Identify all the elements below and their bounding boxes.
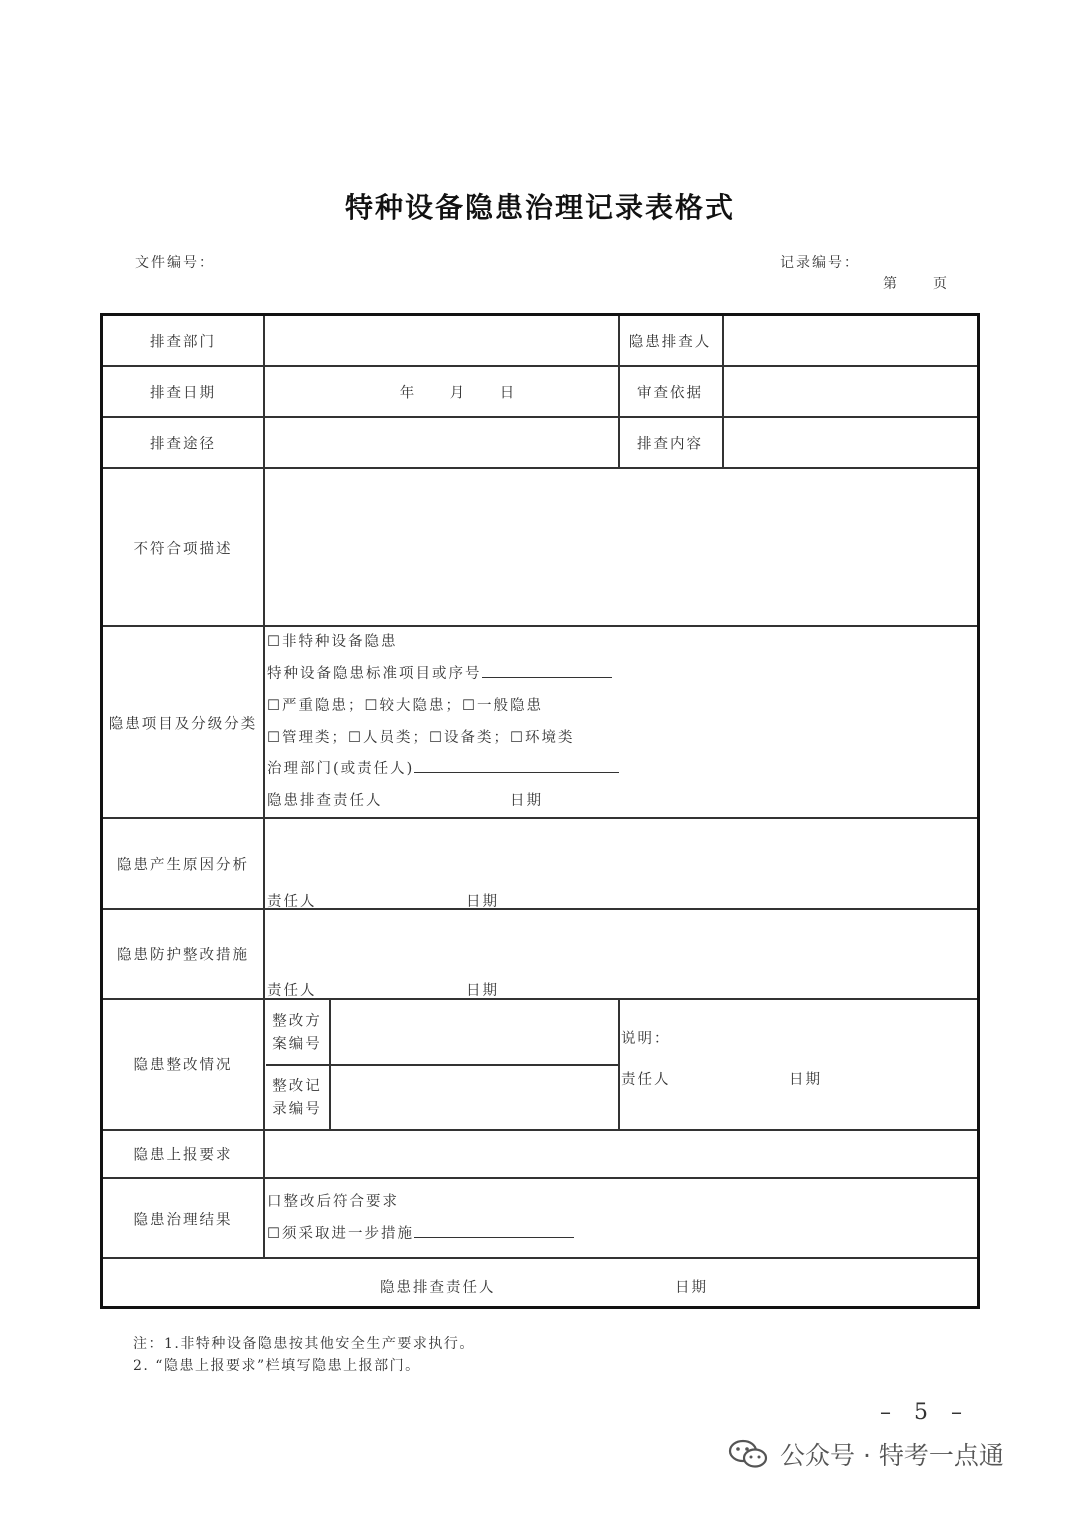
governance-result-label: 隐患治理结果 <box>133 1212 233 1229</box>
inspector-label: 隐患排查人 <box>628 334 712 351</box>
day-label: 日 <box>499 385 517 402</box>
final-date-label: 日期 <box>675 1280 708 1296</box>
severity-options: ☐严重隐患；☐较大隐患；☐一般隐患 <box>267 698 543 714</box>
record-number-label: 记录编号： <box>780 255 860 271</box>
meets-requirement-option: 口整改后符合要求 <box>267 1194 399 1210</box>
governance-dept-field: 治理部门(或责任人) <box>267 757 619 778</box>
note-1: 注：1.非特种设备隐患按其他安全生产要求执行。 <box>133 1336 475 1352</box>
dept-label: 排查部门 <box>150 334 216 351</box>
protection-measures-label: 隐患防护整改措施 <box>117 947 249 964</box>
hazard-class-label: 隐患项目及分级分类 <box>108 716 258 733</box>
date-label: 排查日期 <box>150 385 216 402</box>
record-number-sub-label-b: 录编号 <box>272 1101 322 1118</box>
cause-date-label: 日期 <box>466 894 499 910</box>
page-number: – 5 – <box>880 1400 970 1425</box>
wechat-icon <box>728 1439 768 1469</box>
nonconformity-label: 不符合项描述 <box>133 541 233 558</box>
rectification-responsible-label: 责任人 <box>621 1072 671 1088</box>
watermark <box>728 1436 1004 1472</box>
file-number-label: 文件编号： <box>135 255 215 271</box>
content-label: 排查内容 <box>637 436 703 453</box>
basis-label: 审查依据 <box>637 385 703 402</box>
page-di-label: 第 <box>883 276 899 292</box>
watermark-text: 公众号 · 特考一点通 <box>780 1441 1004 1470</box>
final-responsible-label: 隐患排查责任人 <box>380 1280 496 1296</box>
standard-item-field: 特种设备隐患标准项目或序号 <box>267 662 612 683</box>
category-options: ☐管理类；☐人员类；☐设备类；☐环境类 <box>267 730 575 746</box>
measures-date-label: 日期 <box>466 983 499 999</box>
hazard-record-table <box>100 313 980 1309</box>
month-label: 月 <box>449 385 467 402</box>
rectification-date-label: 日期 <box>789 1072 822 1088</box>
plan-number-label-b: 案编号 <box>272 1036 322 1053</box>
record-number-sub-label-a: 整改记 <box>272 1078 322 1095</box>
note-2: 2. “隐患上报要求”栏填写隐患上报部门。 <box>133 1358 421 1374</box>
non-special-hazard-option: ☐非特种设备隐患 <box>267 634 398 650</box>
further-measures-option: ☐须采取进一步措施 <box>267 1222 574 1243</box>
page-ye-label: 页 <box>933 276 949 292</box>
year-label: 年 <box>399 385 417 402</box>
plan-number-label-a: 整改方 <box>272 1013 322 1030</box>
inspection-date-label: 日期 <box>510 793 543 809</box>
report-requirement-label: 隐患上报要求 <box>133 1147 233 1164</box>
measures-responsible-label: 责任人 <box>267 983 317 999</box>
cause-responsible-label: 责任人 <box>267 894 317 910</box>
rectification-label: 隐患整改情况 <box>133 1057 233 1074</box>
explanation-label: 说明： <box>621 1031 671 1047</box>
method-label: 排查途径 <box>150 436 216 453</box>
inspection-responsible-label: 隐患排查责任人 <box>267 793 383 809</box>
document-title: 特种设备隐患治理记录表格式 <box>344 191 735 224</box>
cause-analysis-label: 隐患产生原因分析 <box>117 857 249 874</box>
